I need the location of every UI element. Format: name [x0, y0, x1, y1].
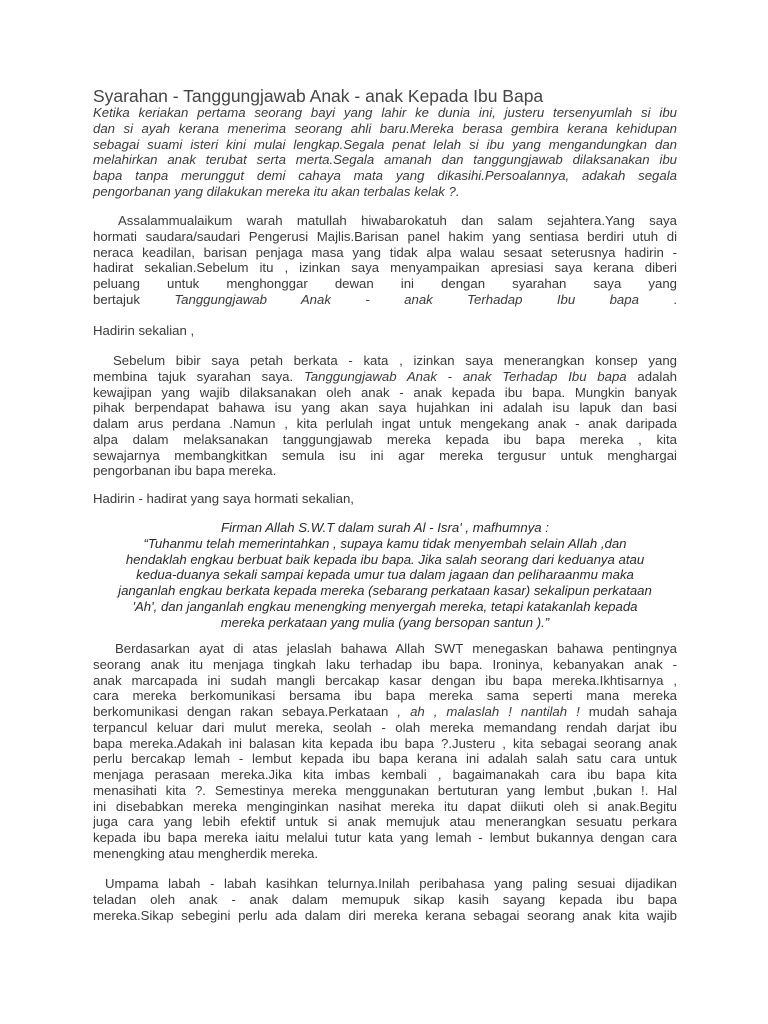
text-line	[93, 704, 677, 720]
text-line: sewajarnya membangkitkan semula isu ini agar mereka tergusur untuk menghargai	[93, 447, 677, 463]
text-line: menengking atau mengherdik mereka.	[93, 845, 319, 861]
text-line: hendaklah engkau berbuat baik kepada ibu bapa. Jika salah seorang dari keduanya atau	[125, 551, 645, 567]
text-line: Sebelum bibir saya petah berkata - kata , izinkan saya menerangkan konsep yang	[113, 353, 677, 368]
italic-text: , ah , malaslah ! nantilah !	[397, 704, 580, 720]
text-line: melahirkan anak terubat serta merta.Segala amanah dan tanggungjawab dilaksanakan ibu	[93, 152, 677, 168]
text-line: dan si ayah kerana menerima seorang ahli baru.Mereka berasa gembira kerana kehidupan	[93, 120, 677, 136]
text-line: menjaga perasaan mereka.Jika kita imbas kembali , bagaimanakah cara ibu bapa kita	[93, 767, 677, 783]
text-line: kedua-duanya sekali sampai kepada umur tua dalam jagaan dan peliharaanmu maka	[136, 567, 634, 583]
text-line: juga cara yang lebih efektif untuk si anak memujuk atau menerangkan sesuatu perkara	[93, 814, 677, 830]
intro-paragraph	[93, 105, 677, 200]
text-line: peluang untuk menghonggar dewan ini dengan syarahan saya yang	[93, 276, 677, 292]
text-line: neraca keadilan, barisan penjaga masa yang tidak alpa walau sesaat seterusnya hadirin -	[93, 244, 677, 260]
text-line: dalam arus perdana .Namun , kita perlulah ingat untuk mengekang anak - anak daripada	[93, 416, 677, 432]
salutation-2	[93, 491, 677, 507]
text-line: pengorbanan yang dilakukan mereka itu akan terbalas kelak ?.	[93, 183, 460, 199]
text-line: sebagai suami isteri kini mulai lengkap.Segala penat lelah si ibu yang mengandungkan dan	[93, 136, 677, 152]
text-line: perlu bercakap lemah - lembut kepada ibu bapa kerana ini adalah salah satu cara untuk	[93, 751, 677, 767]
text-line: Hadirin - hadirat yang saya hormati sekalian,	[93, 491, 354, 506]
text-line: 'Ah', dan janganlah engkau menengking menyergah mereka, tetapi katakanlah kepada	[132, 598, 638, 614]
text-segment: membina tajuk syarahan saya.	[93, 368, 304, 384]
page-title: Syarahan - Tanggungjawab Anak - anak Kepada Ibu Bapa	[93, 86, 544, 106]
text-line: Berdasarkan ayat di atas jelaslah bahawa Allah SWT menegaskan bahawa pentingnya	[115, 641, 677, 656]
italic-text: Tanggungjawab Anak - anak Terhadap Ibu bapa	[303, 368, 627, 384]
explanation-paragraph	[93, 641, 677, 862]
text-line: ini disebabkan mereka menginginkan nasihat mereka itu dapat diikuti oleh si anak.Begitu	[93, 798, 677, 814]
text-line: kewajipan yang wajib dilaksanakan oleh anak - anak kepada ibu bapa. Mungkin banyak	[93, 384, 677, 400]
text-line: terpancul keluar dari mulut mereka, seolah - olah mereka memandang rendah darjat ibu	[93, 719, 677, 735]
salutation-1	[93, 323, 677, 339]
text-line: cara mereka berkomunikasi bersama ibu bapa mereka sama seperti mana mereka	[93, 688, 677, 704]
text-line: hadirat sekalian.Sebelum itu , izinkan saya menyampaikan apresiasi saya kerana diberi	[93, 260, 677, 276]
text-segment: .	[638, 291, 677, 307]
text-line: mereka perkataan yang mulia (yang bersopan santun ).”	[220, 614, 550, 630]
text-line: kepada ibu bapa mereka iaitu melalui tutur kata yang lemah - lembut bukannya dengan cara	[93, 830, 677, 846]
text-line: Firman Allah S.W.T dalam surah Al - Isra' , mafhumnya :	[221, 520, 549, 535]
text-line: bapa tanpa merunggut demi cahaya mata yang dikasihi.Persoalannya, adakah segala	[93, 168, 677, 184]
text-line: mereka.Sikap sebegini perlu ada dalam diri mereka kerana sebagai seorang anak kita wajib	[93, 907, 677, 923]
text-line	[93, 369, 677, 385]
text-line: teladan oleh anak - anak dalam memupuk sikap kasih sayang kepada ibu bapa	[93, 891, 677, 907]
text-line: anak marcapada ini sudah mangli bercakap kasar dengan ibu bapa mereka.Ikhtisarnya ,	[93, 672, 677, 688]
text-line: Umpama labah - labah kasihkan telurnya.Inilah peribahasa yang paling sesuai dijadikan	[105, 876, 677, 891]
proverb-paragraph	[93, 876, 677, 923]
text-line: hormati saudara/saudari Pengerusi Majlis.Barisan panel hakim yang sentiasa berdiri utuh di	[93, 228, 677, 244]
italic-text: Tanggungjawab Anak - anak Terhadap Ibu bapa	[174, 291, 639, 307]
text-line: “Tuhanmu telah memerintahkan , supaya kamu tidak menyembah selain Allah ,dan	[143, 535, 627, 551]
text-line: alpa dalam melaksanakan tanggungjawab mereka kepada ibu bapa mereka , kita	[93, 431, 677, 447]
text-line: menasihati kita ?. Semestinya mereka menggunakan bertuturan yang lembut ,bukan !. Hal	[93, 782, 677, 798]
text-line: seorang anak itu menjaga tingkah laku terhadap ibu bapa. Ironinya, kebanyakan anak -	[93, 656, 677, 672]
text-line: Ketika keriakan pertama seorang bayi yang lahir ke dunia ini, justeru tersenyumlah si ibu	[93, 105, 677, 120]
text-line: pengorbanan ibu bapa mereka.	[93, 463, 277, 479]
text-line: janganlah engkau berkata kepada mereka (sebarang perkataan kasar) sekalipun perkataan	[118, 583, 652, 599]
quran-quote	[93, 520, 677, 630]
text-segment: bertajuk	[93, 291, 175, 307]
text-line	[93, 292, 677, 308]
greeting-paragraph	[93, 213, 677, 308]
text-line: bapa mereka.Adakah ini balasan kita kepada ibu bapa ?.Justeru , kita sebagai seorang anak	[93, 735, 677, 751]
text-segment: mudah sahaja	[579, 704, 677, 720]
text-line: pihak berpendapat bahawa isu yang akan saya hujahkan ini adalah isu lapuk dan basi	[93, 400, 677, 416]
text-line: Assalammualaikum warah matullah hiwabarokatuh dan salam sejahtera.Yang saya	[118, 213, 677, 228]
text-segment: berkomunikasi dengan rakan sebaya.Perkataan	[93, 704, 398, 720]
concept-paragraph	[93, 353, 677, 479]
text-line: Hadirin sekalian ,	[93, 323, 195, 338]
text-segment: adalah	[626, 368, 678, 384]
